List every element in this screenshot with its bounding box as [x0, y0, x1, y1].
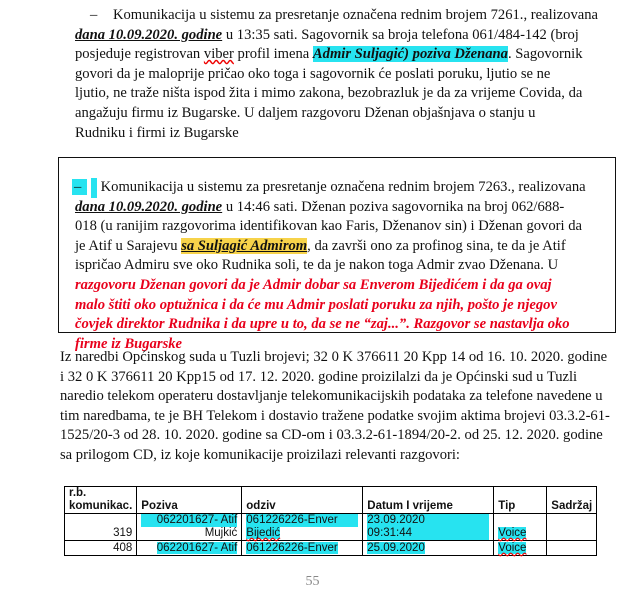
p2-line-3: 018 (u ranijim razgovorima identifikovan kao Faris, Dženanov sin) i Dženan govori da: [75, 218, 582, 235]
cell-datum: [363, 514, 494, 541]
header-datum: Datum I vrijeme: [363, 487, 494, 514]
p1-highlight-name: Admir Suljagić) poziva Dženana: [312, 46, 508, 63]
cell-poziva-line1: 062201627- Atif: [156, 542, 238, 554]
p1-date: dana 10.09.2020. godine: [75, 26, 223, 43]
p1-line-4: govori da je maloprije pričao oko toga i sagovornik će poslati poruku, ljutio se ne: [75, 65, 551, 82]
p3-line-4: tim naredbama, te je BH Telekom i dostavio tražene podatke svojim aktima brojevi 03.3.2-61-: [60, 407, 610, 424]
p1-line-3c: profil imena: [233, 46, 313, 63]
communications-table: [64, 486, 597, 556]
p2-line-4c: , da završi ono za profinog sina, te da je Atif: [307, 237, 566, 254]
cell-odziv-line2: Bijedić: [246, 527, 281, 539]
dash-bullet: –: [72, 179, 87, 195]
table-row: [65, 541, 597, 556]
header-poziva: Poziva: [137, 487, 242, 514]
header-rb-line2: komunikac.: [69, 500, 133, 512]
header-rb-line1: r.b.: [69, 487, 87, 499]
p2-line-1: Komunikacija u sistemu za presretanje označena rednim brojem 7263., realizovana: [100, 179, 586, 195]
cell-odziv-line1: 061226226-Enver: [246, 542, 338, 554]
cell-tip: [494, 514, 547, 541]
p3-line-1: Iz naredbi Općinskog suda u Tuzli brojevi; 32 0 K 376611 20 Kpp 14 od 16. 10. 2020. godine: [60, 349, 608, 365]
p3-line-3: naredio telekom operateru dostavljanje telekomunikacijskih podataka za telefone navedene u: [60, 388, 603, 405]
page-number: 55: [305, 574, 320, 589]
p2-line-8: čovjek direktor Rudnika i da upre u to, da se ne “zaj...”. Razgovor se nastavlja oko: [75, 316, 570, 333]
paragraph-communication-7261: [0, 6, 598, 143]
p2-line-7: malo štiti oko optužnica i da će mu Admir poslati poruku za njih, pošto je njegov: [75, 296, 557, 313]
p2-date: dana 10.09.2020. godine: [75, 198, 223, 215]
table-header-row: [65, 487, 597, 514]
header-rb: [65, 487, 137, 514]
cell-poziva: [137, 541, 242, 556]
p3-line-2: i 32 0 K 376611 20 Kpp15 od 17. 12. 2020. godine proizilalzi da je Općinski sud u Tuzli: [60, 368, 578, 385]
cell-poziva: [137, 514, 242, 541]
cell-datum-line1: 25.09.2020: [367, 542, 425, 554]
p1-line-3e: . Sagovornik: [507, 46, 583, 63]
cell-sadrzaj: [547, 514, 597, 541]
paragraph-communication-7263: [0, 178, 586, 354]
cell-datum-line2: 09:31:44: [367, 527, 489, 540]
paragraph-court-orders: [0, 348, 610, 466]
cell-tip-value: Voice: [498, 542, 527, 554]
cell-poziva-line2: Mujkić: [204, 527, 238, 539]
p3-line-5: 1525/20-3 od 28. 10. 2020. godine sa CD-om i 03.3.2-61-1894/20-2. od 25. 12. 2020. godine: [60, 427, 603, 444]
header-odziv: odziv: [242, 487, 363, 514]
p1-line-7: Rudniku i firmi iz Bugarske: [75, 124, 239, 141]
p1-line-3a: posjeduje registrovan: [75, 46, 204, 63]
p1-line-1: Komunikacija u sistemu za presretanje označena rednim brojem 7261., realizovana: [112, 7, 599, 23]
header-tip: Tip: [494, 487, 547, 514]
p2-line-9: firme iz Bugarske: [75, 335, 183, 352]
p2-line-2: u 14:46 sati. Dženan poziva sagovornika na broj 062/688-: [222, 198, 565, 215]
p1-line-2: u 13:35 sati. Sagovornik sa broja telefona 061/484-142 (broj: [222, 26, 579, 43]
p3-line-6: sa prilogom CD, iz koje komunikacije proizilazi relevanti razgovori:: [60, 446, 460, 463]
p2-line-4a: je Atif u Sarajevu: [75, 237, 182, 254]
cell-datum: [363, 541, 494, 556]
p2-highlight-name: sa Suljagić Admirom: [181, 237, 308, 254]
cell-tip-value: Voice: [498, 527, 527, 539]
cell-tip: [494, 541, 547, 556]
cell-rb: 319: [65, 514, 137, 541]
cell-sadrzaj: [547, 541, 597, 556]
cell-datum-line1: 23.09.2020: [367, 514, 489, 527]
header-sadrzaj: Sadržaj: [547, 487, 597, 514]
cell-odziv: [242, 514, 363, 541]
cell-poziva-line1: 062201627- Atif: [141, 514, 237, 527]
p2-line-6: razgovoru Dženan govori da je Admir dobar sa Enverom Bijedićem i da ga ovaj: [75, 276, 552, 293]
dash-bullet: –: [90, 7, 98, 23]
p2-line-5: ispričao Admiru sve oko Rudnika soli, te da je nakon toga Admir zvao Dženana. U: [75, 257, 559, 274]
p1-viber: viber: [203, 46, 234, 63]
cell-odziv: [242, 541, 363, 556]
cell-rb: 408: [65, 541, 137, 556]
p1-line-6: angažuju firmu iz Bugarske. U daljem razgovoru Dženan objašnjava o stanju u: [75, 104, 536, 121]
cell-odziv-line1: 061226226-Enver: [246, 514, 358, 527]
p1-line-5: ljutio, ne traže ništa ispod žita i mimo zakona, bezobrazluk je da za vrijeme Covida, da: [75, 85, 583, 102]
table-row: [65, 514, 597, 541]
